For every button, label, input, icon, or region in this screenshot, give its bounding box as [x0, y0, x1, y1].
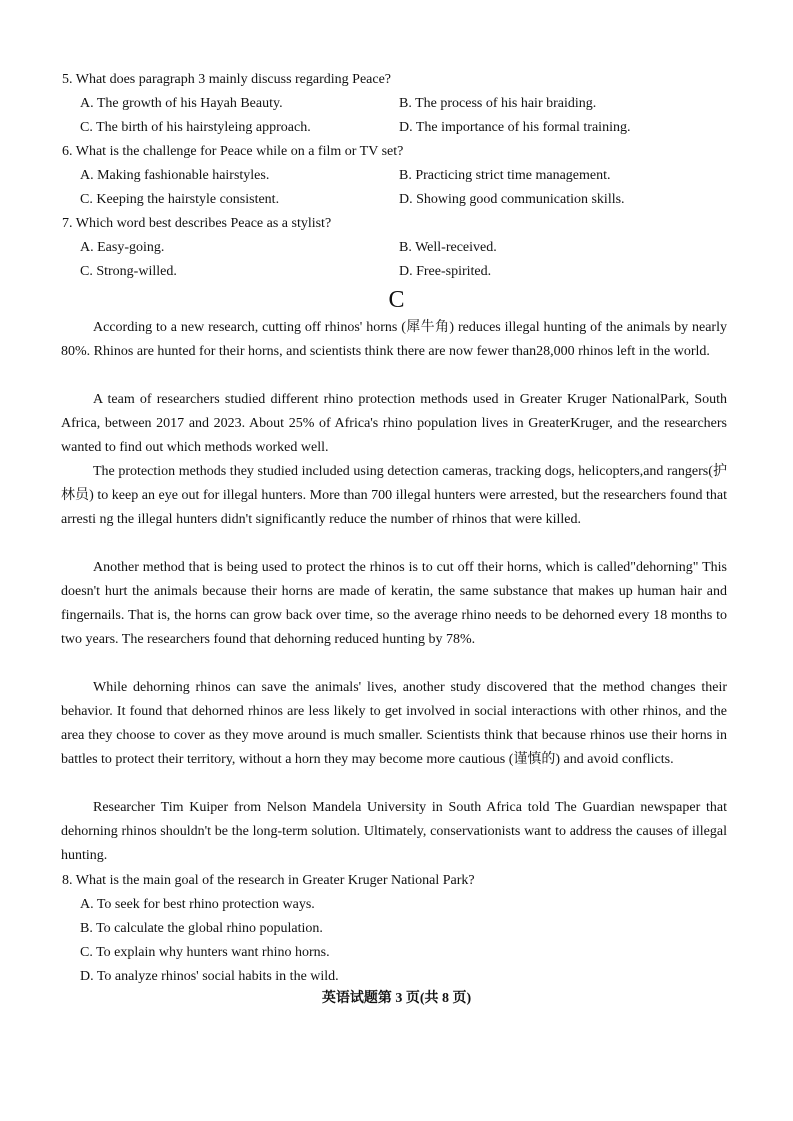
- question-8-option-c: C. To explain why hunters want rhino horns.: [80, 945, 330, 960]
- passage-paragraph-3: The protection methods they studied included using detection cameras, tracking dogs, helicopters,and rangers(护林员) to keep an eye out for illegal hunters. More than 700 illegal hunters were arrested, but the researchers found that arresti ng the illegal hunters didn't significantly reduce the number of rhinos that were killed.: [61, 464, 727, 527]
- passage-paragraph-1: According to a new research, cutting off rhinos' horns (犀牛角) reduces illegal hunting of the animals by nearly 80%. Rhinos are hunted for their horns, and scientists think there are now fewer than28,000 rhinos left in the world.: [61, 320, 727, 359]
- passage-paragraph-5: While dehorning rhinos can save the animals' lives, another study discovered that the method changes their behavior. It found that dehorned rhinos are less likely to get involved in social interactions with other rhinos, and the area they choose to cover as they move around is much smaller. Scientists think that because rhinos use their horns in battles to protect their territory, without a horn they may become more cautious (谨慎的) and avoid conflicts.: [61, 680, 727, 767]
- question-5-option-c: C. The birth of his hairstyleing approach.: [80, 120, 311, 135]
- question-6-option-a: A. Making fashionable hairstyles.: [80, 168, 270, 183]
- passage-paragraph-4: Another method that is being used to protect the rhinos is to cut off their horns, which is called"dehorning" This doesn't hurt the animals because their horns are made of keratin, the same substance that makes up human hair and fingernails. That is, the horns can grow back over time, so the average rhino needs to be dehorned every 18 months to two years. The researchers found that dehorning reduced hunting by 78%.: [61, 560, 727, 647]
- question-5-option-a: A. The growth of his Hayah Beauty.: [80, 96, 283, 111]
- question-8-option-a: A. To seek for best rhino protection ways.: [80, 897, 315, 912]
- question-8-option-d: D. To analyze rhinos' social habits in the wild.: [80, 969, 339, 984]
- question-8-stem: 8. What is the main goal of the research in Greater Kruger National Park?: [62, 873, 475, 888]
- passage-paragraph-2: A team of researchers studied different rhino protection methods used in Greater Kruger NationalPark, South Africa, between 2017 and 2023. About 25% of Africa's rhino population lives in GreaterKruger, and the researchers wanted to find out which methods worked well.: [61, 392, 727, 455]
- question-5-stem: 5. What does paragraph 3 mainly discuss regarding Peace?: [62, 72, 392, 87]
- page-footer: 英语试题第 3 页(共 8 页): [321, 991, 472, 1006]
- question-6-option-d: D. Showing good communication skills.: [399, 192, 625, 207]
- question-7-option-a: A. Easy-going.: [80, 240, 165, 255]
- question-8-option-b: B. To calculate the global rhino population.: [80, 921, 323, 936]
- question-5-option-b: B. The process of his hair braiding.: [399, 96, 597, 111]
- question-6-option-c: C. Keeping the hairstyle consistent.: [80, 192, 280, 207]
- question-7-option-d: D. Free-spirited.: [399, 264, 492, 279]
- question-6-option-b: B. Practicing strict time management.: [399, 168, 611, 183]
- question-6-stem: 6. What is the challenge for Peace while on a film or TV set?: [62, 144, 404, 159]
- passage-paragraph-6: Researcher Tim Kuiper from Nelson Mandela University in South Africa told The Guardian newspaper that dehorning rhinos shouldn't be the long-term solution. Ultimately, conservationists want to address the causes of illegal hunting.: [61, 800, 727, 863]
- section-title: C: [388, 287, 405, 313]
- question-7-stem: 7. Which word best describes Peace as a stylist?: [62, 216, 332, 231]
- question-7-option-b: B. Well-received.: [399, 240, 497, 255]
- question-7-option-c: C. Strong-willed.: [80, 264, 177, 279]
- question-5-option-d: D. The importance of his formal training.: [399, 120, 631, 135]
